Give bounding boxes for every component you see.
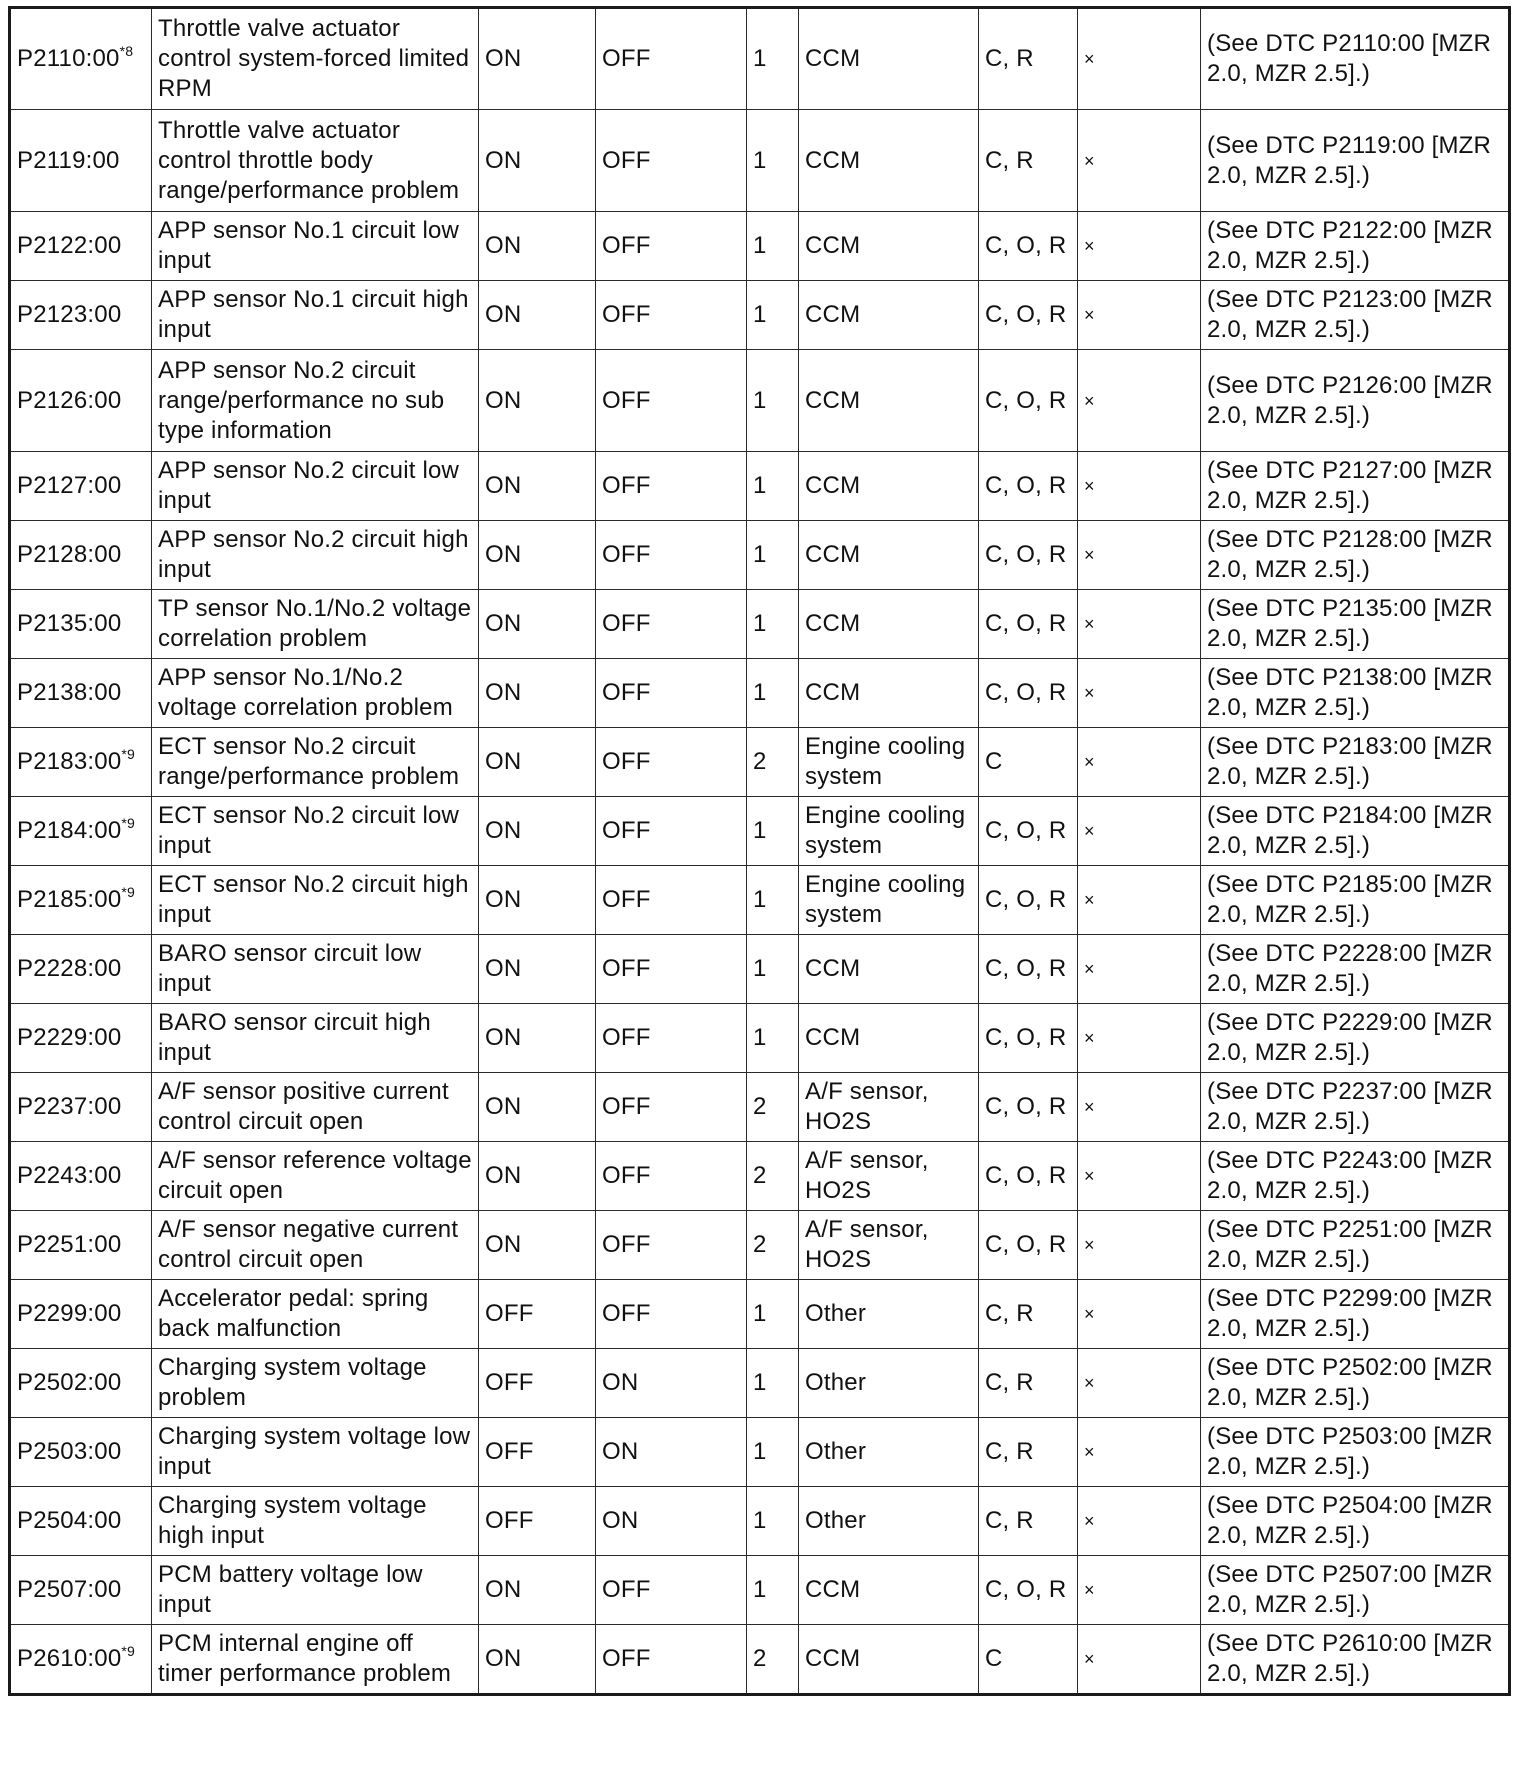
trip-count: 1	[747, 212, 799, 281]
dtc-description: TP sensor No.1/No.2 voltage correlation problem	[152, 590, 479, 659]
trip-count: 1	[747, 1349, 799, 1418]
dtc-code-text: P2135:00	[17, 610, 122, 637]
dc-status: OFF	[596, 281, 747, 350]
trip-count: 1	[747, 866, 799, 935]
dtc-code-text: P2228:00	[17, 955, 122, 982]
reference-page: (See DTC P2228:00 [MZR 2.0, MZR 2.5].)	[1201, 935, 1510, 1004]
dtc-code-text: P2299:00	[17, 1300, 122, 1327]
dtc-code	[10, 935, 152, 1004]
dc-status: OFF	[596, 110, 747, 212]
dc-status: ON	[596, 1487, 747, 1556]
dtc-description: APP sensor No.1 circuit high input	[152, 281, 479, 350]
dtc-code-text: P2128:00	[17, 541, 122, 568]
dtc-description: Charging system voltage high input	[152, 1487, 479, 1556]
memory-function: C, R	[979, 1418, 1078, 1487]
dtc-code	[10, 1349, 152, 1418]
dtc-code	[10, 1487, 152, 1556]
table-row	[10, 1487, 1510, 1556]
mil-status: OFF	[479, 1280, 596, 1349]
reference-page: (See DTC P2138:00 [MZR 2.0, MZR 2.5].)	[1201, 659, 1510, 728]
dc-status: OFF	[596, 1142, 747, 1211]
mil-status: ON	[479, 1004, 596, 1073]
self-test-mark: ×	[1078, 1142, 1201, 1211]
reference-page: (See DTC P2123:00 [MZR 2.0, MZR 2.5].)	[1201, 281, 1510, 350]
monitor-item: CCM	[799, 8, 979, 110]
trip-count: 1	[747, 8, 799, 110]
trip-count: 1	[747, 350, 799, 452]
dtc-code	[10, 1625, 152, 1695]
memory-function: C, R	[979, 8, 1078, 110]
dtc-description: PCM battery voltage low input	[152, 1556, 479, 1625]
dtc-table-page	[8, 6, 1508, 1696]
self-test-mark: ×	[1078, 110, 1201, 212]
monitor-item: CCM	[799, 1556, 979, 1625]
trip-count: 1	[747, 935, 799, 1004]
dtc-description: PCM internal engine off timer performance problem	[152, 1625, 479, 1695]
mil-status: ON	[479, 797, 596, 866]
monitor-item: CCM	[799, 521, 979, 590]
trip-count: 2	[747, 1073, 799, 1142]
dtc-code-text: P2138:00	[17, 679, 122, 706]
monitor-item: Engine cooling system	[799, 728, 979, 797]
self-test-mark: ×	[1078, 452, 1201, 521]
mil-status: ON	[479, 590, 596, 659]
self-test-mark: ×	[1078, 797, 1201, 866]
monitor-item: Other	[799, 1418, 979, 1487]
mil-status: ON	[479, 1142, 596, 1211]
memory-function: C, O, R	[979, 281, 1078, 350]
dtc-code	[10, 1142, 152, 1211]
dtc-code-text: P2229:00	[17, 1024, 122, 1051]
dtc-description: ECT sensor No.2 circuit low input	[152, 797, 479, 866]
dtc-code	[10, 8, 152, 110]
dtc-code	[10, 866, 152, 935]
self-test-mark: ×	[1078, 866, 1201, 935]
dc-status: OFF	[596, 212, 747, 281]
dtc-description: APP sensor No.2 circuit range/performance no sub type information	[152, 350, 479, 452]
memory-function: C, O, R	[979, 659, 1078, 728]
monitor-item: CCM	[799, 212, 979, 281]
reference-page: (See DTC P2299:00 [MZR 2.0, MZR 2.5].)	[1201, 1280, 1510, 1349]
memory-function: C, O, R	[979, 452, 1078, 521]
footnote-marker: *9	[121, 1643, 136, 1659]
self-test-mark: ×	[1078, 281, 1201, 350]
monitor-item: CCM	[799, 452, 979, 521]
monitor-item: A/F sensor, HO2S	[799, 1211, 979, 1280]
dc-status: OFF	[596, 521, 747, 590]
trip-count: 1	[747, 281, 799, 350]
table-row	[10, 110, 1510, 212]
footnote-marker: *8	[119, 43, 134, 59]
mil-status: ON	[479, 281, 596, 350]
memory-function: C, O, R	[979, 350, 1078, 452]
dtc-description: Throttle valve actuator control throttle body range/performance problem	[152, 110, 479, 212]
mil-status: ON	[479, 866, 596, 935]
self-test-mark: ×	[1078, 1625, 1201, 1695]
reference-page: (See DTC P2135:00 [MZR 2.0, MZR 2.5].)	[1201, 590, 1510, 659]
self-test-mark: ×	[1078, 590, 1201, 659]
dtc-description: A/F sensor positive current control circuit open	[152, 1073, 479, 1142]
memory-function: C	[979, 728, 1078, 797]
dtc-code	[10, 1280, 152, 1349]
dtc-code-text: P2185:00	[17, 886, 122, 913]
memory-function: C, O, R	[979, 935, 1078, 1004]
mil-status: ON	[479, 452, 596, 521]
trip-count: 1	[747, 452, 799, 521]
table-row	[10, 728, 1510, 797]
dtc-code	[10, 590, 152, 659]
dtc-description: Accelerator pedal: spring back malfunction	[152, 1280, 479, 1349]
trip-count: 2	[747, 1142, 799, 1211]
reference-page: (See DTC P2507:00 [MZR 2.0, MZR 2.5].)	[1201, 1556, 1510, 1625]
table-row	[10, 1418, 1510, 1487]
dc-status: OFF	[596, 659, 747, 728]
dtc-table	[8, 6, 1511, 1696]
monitor-item: A/F sensor, HO2S	[799, 1073, 979, 1142]
reference-page: (See DTC P2502:00 [MZR 2.0, MZR 2.5].)	[1201, 1349, 1510, 1418]
dtc-description: APP sensor No.2 circuit low input	[152, 452, 479, 521]
trip-count: 2	[747, 728, 799, 797]
monitor-item: Other	[799, 1487, 979, 1556]
monitor-item: Engine cooling system	[799, 866, 979, 935]
dtc-description: Charging system voltage problem	[152, 1349, 479, 1418]
dc-status: OFF	[596, 8, 747, 110]
dc-status: OFF	[596, 797, 747, 866]
trip-count: 1	[747, 659, 799, 728]
dtc-code-text: P2504:00	[17, 1507, 122, 1534]
dtc-description: APP sensor No.1 circuit low input	[152, 212, 479, 281]
table-row	[10, 1211, 1510, 1280]
dtc-code	[10, 1418, 152, 1487]
table-row	[10, 1349, 1510, 1418]
mil-status: OFF	[479, 1418, 596, 1487]
table-row	[10, 1625, 1510, 1695]
reference-page: (See DTC P2183:00 [MZR 2.0, MZR 2.5].)	[1201, 728, 1510, 797]
memory-function: C, O, R	[979, 590, 1078, 659]
memory-function: C	[979, 1625, 1078, 1695]
memory-function: C, R	[979, 1280, 1078, 1349]
dtc-code-text: P2119:00	[17, 146, 120, 174]
dc-status: OFF	[596, 350, 747, 452]
dtc-description: BARO sensor circuit high input	[152, 1004, 479, 1073]
mil-status: OFF	[479, 1487, 596, 1556]
dtc-code-text: P2126:00	[17, 386, 122, 414]
reference-page: (See DTC P2243:00 [MZR 2.0, MZR 2.5].)	[1201, 1142, 1510, 1211]
table-row	[10, 1142, 1510, 1211]
reference-page: (See DTC P2119:00 [MZR 2.0, MZR 2.5].)	[1201, 110, 1510, 212]
monitor-item: CCM	[799, 935, 979, 1004]
table-row	[10, 1073, 1510, 1142]
table-row	[10, 1004, 1510, 1073]
self-test-mark: ×	[1078, 1556, 1201, 1625]
dtc-description: APP sensor No.1/No.2 voltage correlation problem	[152, 659, 479, 728]
dtc-code	[10, 350, 152, 452]
trip-count: 2	[747, 1211, 799, 1280]
memory-function: C, O, R	[979, 797, 1078, 866]
footnote-marker: *9	[121, 815, 136, 831]
table-row	[10, 1556, 1510, 1625]
dtc-code	[10, 1211, 152, 1280]
dtc-description: A/F sensor reference voltage circuit open	[152, 1142, 479, 1211]
trip-count: 1	[747, 590, 799, 659]
memory-function: C, O, R	[979, 1556, 1078, 1625]
monitor-item: CCM	[799, 350, 979, 452]
mil-status: ON	[479, 110, 596, 212]
dtc-code-text: P2110:00	[17, 45, 120, 72]
dtc-code-text: P2184:00	[17, 817, 122, 844]
self-test-mark: ×	[1078, 1349, 1201, 1418]
trip-count: 1	[747, 521, 799, 590]
memory-function: C, R	[979, 110, 1078, 212]
monitor-item: Other	[799, 1349, 979, 1418]
reference-page: (See DTC P2122:00 [MZR 2.0, MZR 2.5].)	[1201, 212, 1510, 281]
table-row	[10, 866, 1510, 935]
dc-status: OFF	[596, 866, 747, 935]
trip-count: 1	[747, 797, 799, 866]
dtc-code	[10, 797, 152, 866]
mil-status: ON	[479, 521, 596, 590]
dtc-code	[10, 110, 152, 212]
dtc-code	[10, 728, 152, 797]
dtc-code-text: P2183:00	[17, 748, 122, 775]
mil-status: OFF	[479, 1349, 596, 1418]
trip-count: 1	[747, 1556, 799, 1625]
dtc-description: BARO sensor circuit low input	[152, 935, 479, 1004]
monitor-item: Engine cooling system	[799, 797, 979, 866]
self-test-mark: ×	[1078, 728, 1201, 797]
reference-page: (See DTC P2251:00 [MZR 2.0, MZR 2.5].)	[1201, 1211, 1510, 1280]
dtc-code-text: P2243:00	[17, 1162, 122, 1189]
dtc-code-text: P2237:00	[17, 1093, 122, 1120]
self-test-mark: ×	[1078, 212, 1201, 281]
dtc-code	[10, 281, 152, 350]
table-row	[10, 281, 1510, 350]
mil-status: ON	[479, 350, 596, 452]
table-row	[10, 521, 1510, 590]
table-row	[10, 659, 1510, 728]
footnote-marker: *9	[121, 884, 136, 900]
table-row	[10, 8, 1510, 110]
dtc-code-text: P2503:00	[17, 1438, 122, 1465]
memory-function: C, O, R	[979, 1004, 1078, 1073]
reference-page: (See DTC P2126:00 [MZR 2.0, MZR 2.5].)	[1201, 350, 1510, 452]
reference-page: (See DTC P2504:00 [MZR 2.0, MZR 2.5].)	[1201, 1487, 1510, 1556]
dtc-description: ECT sensor No.2 circuit range/performance problem	[152, 728, 479, 797]
dc-status: OFF	[596, 728, 747, 797]
monitor-item: CCM	[799, 1625, 979, 1695]
memory-function: C, O, R	[979, 1142, 1078, 1211]
table-row	[10, 452, 1510, 521]
mil-status: ON	[479, 1073, 596, 1142]
table-row	[10, 1280, 1510, 1349]
dc-status: OFF	[596, 1004, 747, 1073]
dc-status: OFF	[596, 1073, 747, 1142]
memory-function: C, O, R	[979, 866, 1078, 935]
dtc-description: A/F sensor negative current control circuit open	[152, 1211, 479, 1280]
reference-page: (See DTC P2110:00 [MZR 2.0, MZR 2.5].)	[1201, 8, 1510, 110]
monitor-item: A/F sensor, HO2S	[799, 1142, 979, 1211]
dtc-description: Charging system voltage low input	[152, 1418, 479, 1487]
monitor-item: CCM	[799, 281, 979, 350]
dc-status: OFF	[596, 1625, 747, 1695]
dtc-code	[10, 1073, 152, 1142]
dtc-code	[10, 452, 152, 521]
mil-status: ON	[479, 212, 596, 281]
dc-status: OFF	[596, 1211, 747, 1280]
mil-status: ON	[479, 935, 596, 1004]
dc-status: OFF	[596, 590, 747, 659]
trip-count: 1	[747, 1418, 799, 1487]
mil-status: ON	[479, 8, 596, 110]
memory-function: C, O, R	[979, 212, 1078, 281]
dc-status: ON	[596, 1349, 747, 1418]
dc-status: ON	[596, 1418, 747, 1487]
monitor-item: Other	[799, 1280, 979, 1349]
dtc-code	[10, 212, 152, 281]
self-test-mark: ×	[1078, 1418, 1201, 1487]
dtc-code	[10, 1004, 152, 1073]
reference-page: (See DTC P2503:00 [MZR 2.0, MZR 2.5].)	[1201, 1418, 1510, 1487]
dtc-description: ECT sensor No.2 circuit high input	[152, 866, 479, 935]
mil-status: ON	[479, 1556, 596, 1625]
trip-count: 2	[747, 1625, 799, 1695]
mil-status: ON	[479, 1625, 596, 1695]
dc-status: OFF	[596, 935, 747, 1004]
dtc-code	[10, 1556, 152, 1625]
monitor-item: CCM	[799, 590, 979, 659]
dtc-table-body	[10, 8, 1510, 1695]
table-row	[10, 350, 1510, 452]
monitor-item: CCM	[799, 1004, 979, 1073]
monitor-item: CCM	[799, 659, 979, 728]
reference-page: (See DTC P2184:00 [MZR 2.0, MZR 2.5].)	[1201, 797, 1510, 866]
dtc-code-text: P2502:00	[17, 1369, 122, 1396]
reference-page: (See DTC P2127:00 [MZR 2.0, MZR 2.5].)	[1201, 452, 1510, 521]
table-row	[10, 212, 1510, 281]
self-test-mark: ×	[1078, 1280, 1201, 1349]
dtc-code-text: P2123:00	[17, 301, 122, 328]
dc-status: OFF	[596, 452, 747, 521]
dtc-code-text: P2610:00	[17, 1645, 122, 1672]
dtc-code-text: P2122:00	[17, 232, 122, 259]
mil-status: ON	[479, 659, 596, 728]
reference-page: (See DTC P2185:00 [MZR 2.0, MZR 2.5].)	[1201, 866, 1510, 935]
trip-count: 1	[747, 110, 799, 212]
table-row	[10, 935, 1510, 1004]
dtc-description: Throttle valve actuator control system-forced limited RPM	[152, 8, 479, 110]
monitor-item: CCM	[799, 110, 979, 212]
dtc-description: APP sensor No.2 circuit high input	[152, 521, 479, 590]
dc-status: OFF	[596, 1280, 747, 1349]
footnote-marker: *9	[121, 746, 136, 762]
self-test-mark: ×	[1078, 935, 1201, 1004]
memory-function: C, O, R	[979, 521, 1078, 590]
self-test-mark: ×	[1078, 350, 1201, 452]
dtc-code	[10, 659, 152, 728]
mil-status: ON	[479, 1211, 596, 1280]
mil-status: ON	[479, 728, 596, 797]
self-test-mark: ×	[1078, 1004, 1201, 1073]
dc-status: OFF	[596, 1556, 747, 1625]
reference-page: (See DTC P2610:00 [MZR 2.0, MZR 2.5].)	[1201, 1625, 1510, 1695]
table-row	[10, 797, 1510, 866]
trip-count: 1	[747, 1487, 799, 1556]
reference-page: (See DTC P2128:00 [MZR 2.0, MZR 2.5].)	[1201, 521, 1510, 590]
self-test-mark: ×	[1078, 1211, 1201, 1280]
reference-page: (See DTC P2237:00 [MZR 2.0, MZR 2.5].)	[1201, 1073, 1510, 1142]
self-test-mark: ×	[1078, 1487, 1201, 1556]
self-test-mark: ×	[1078, 659, 1201, 728]
dtc-code-text: P2251:00	[17, 1231, 122, 1258]
table-row	[10, 590, 1510, 659]
memory-function: C, R	[979, 1487, 1078, 1556]
self-test-mark: ×	[1078, 1073, 1201, 1142]
memory-function: C, R	[979, 1349, 1078, 1418]
trip-count: 1	[747, 1280, 799, 1349]
self-test-mark: ×	[1078, 8, 1201, 110]
dtc-code-text: P2127:00	[17, 472, 122, 499]
memory-function: C, O, R	[979, 1211, 1078, 1280]
trip-count: 1	[747, 1004, 799, 1073]
self-test-mark: ×	[1078, 521, 1201, 590]
memory-function: C, O, R	[979, 1073, 1078, 1142]
dtc-code-text: P2507:00	[17, 1576, 122, 1603]
dtc-code	[10, 521, 152, 590]
reference-page: (See DTC P2229:00 [MZR 2.0, MZR 2.5].)	[1201, 1004, 1510, 1073]
